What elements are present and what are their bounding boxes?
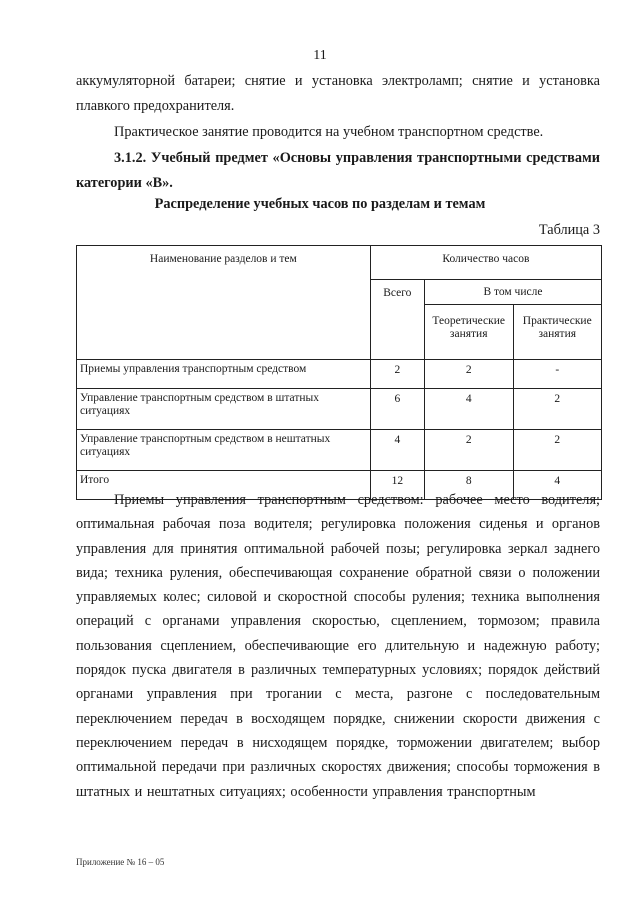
page-number: 11 xyxy=(313,48,327,63)
header-theory: Теоретические занятия xyxy=(424,305,513,360)
table-row xyxy=(77,389,602,430)
body-paragraph: Приемы управления транспортным средством: рабочее место водителя; оптимальная рабочая поза водителя; регулировка положения сиденья и органов управления для принятия оптимальной рабочей позы; регулировка зеркал заднего вида; техника руления, обеспечивающая сохранение обратной связи о положении управляемых колес; силовой и скоростной способы руления; техника выполнения операций с органами управления скоростью, сцеплением, тормозом; правила пользования сцеплением, обеспечивающие его длительную и надежную работу; порядок пуска двигателя в различных температурных условиях; порядок действий органами управления при трогании с места, разгоне с последовательным переключением передач в восходящем порядке, снижении скорости движения с переключением передач в нисходящем порядке, торможении двигателем; выбор оптимальной передачи при различных скоростях движения; способы торможения в штатных и нештатных ситуациях; особенности управления транспортным xyxy=(76,492,600,800)
header-name: Наименование разделов и тем xyxy=(77,246,371,360)
row-practice: 2 xyxy=(513,430,601,471)
header-including: В том числе xyxy=(424,280,601,305)
section-heading: 3.1.2. Учебный предмет «Основы управления транспортными средствами категории «В». xyxy=(76,150,600,191)
row-theory: 4 xyxy=(424,389,513,430)
paragraph-continuation: аккумуляторной батареи; снятие и установка электроламп; снятие и установка плавкого предохранителя. xyxy=(76,73,600,114)
row-theory: 8 xyxy=(424,471,513,500)
row-theory: 2 xyxy=(424,430,513,471)
row-name: Управление транспортным средством в штатных ситуациях xyxy=(77,389,371,430)
footer-note: Приложение № 16 – 05 xyxy=(76,857,165,867)
row-theory: 2 xyxy=(424,360,513,389)
paragraph-practice-note: Практическое занятие проводится на учебном транспортном средстве. xyxy=(114,124,544,140)
row-name: Итого xyxy=(77,471,371,500)
row-name: Управление транспортным средством в нештатных ситуациях xyxy=(77,430,371,471)
row-practice: 4 xyxy=(513,471,601,500)
row-name: Приемы управления транспортным средством xyxy=(77,360,371,389)
row-total: 6 xyxy=(370,389,424,430)
row-practice: 2 xyxy=(513,389,601,430)
row-practice: - xyxy=(513,360,601,389)
table-row xyxy=(77,430,602,471)
table-header-row xyxy=(77,246,602,280)
table-row xyxy=(77,360,602,389)
header-practice: Практические занятия xyxy=(513,305,601,360)
header-hours: Количество часов xyxy=(370,246,601,280)
hours-table xyxy=(76,245,602,500)
header-total: Всего xyxy=(370,280,424,360)
row-total: 2 xyxy=(370,360,424,389)
row-total: 12 xyxy=(370,471,424,500)
table-label: Таблица 3 xyxy=(538,222,600,238)
row-total: 4 xyxy=(370,430,424,471)
distribution-title: Распределение учебных часов по разделам и темам xyxy=(154,196,486,212)
